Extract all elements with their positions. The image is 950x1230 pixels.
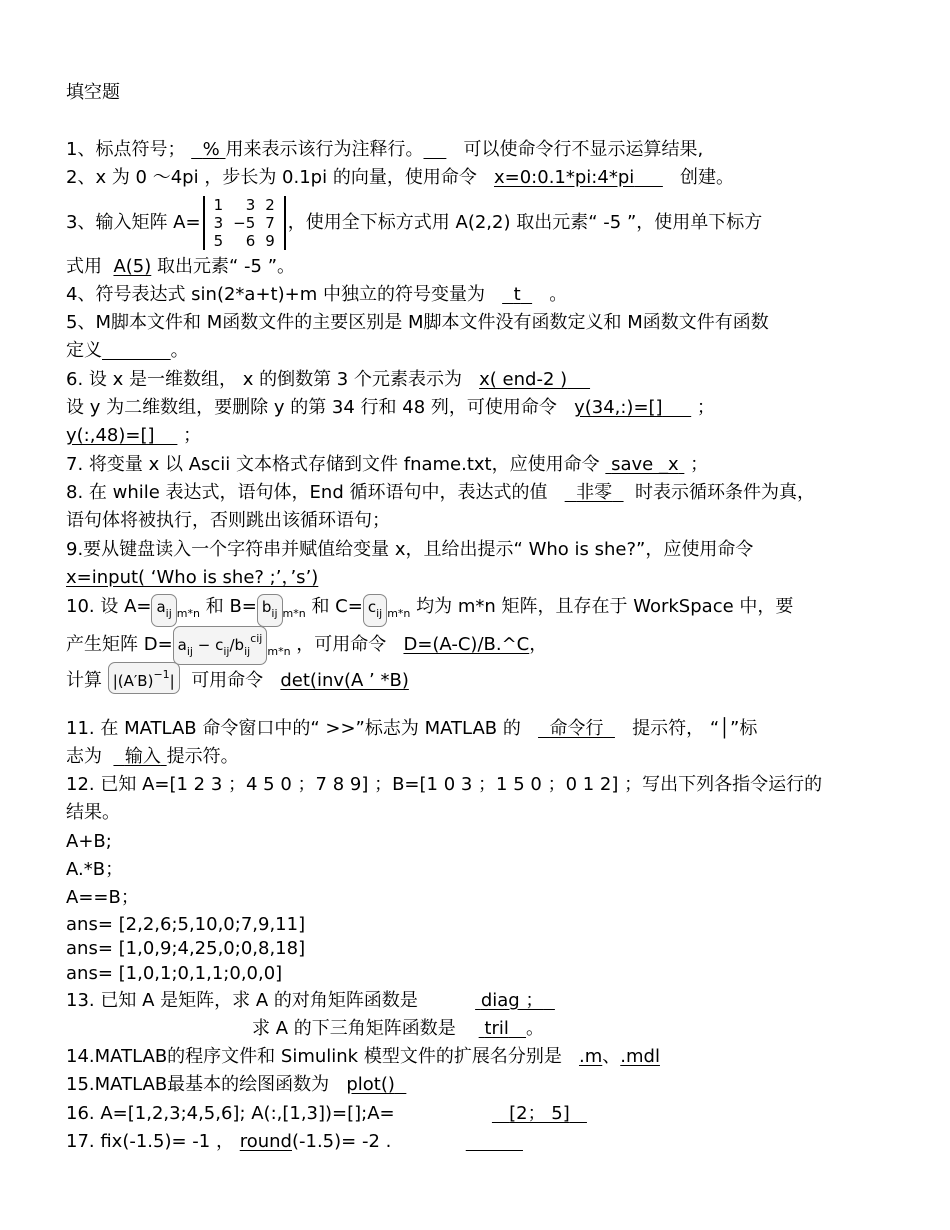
answer-6a: x( end-2 ) [479, 369, 568, 390]
question-3-line1: 3、输入矩阵 A=1 3 2 3 −5 7 5 6 9，使用全下标方式用 A(2,2) 取出元素“ -5 ”，使用单下标方 [66, 196, 763, 250]
question-16: 16. A=[1,2,3;4,5,6]; A(:,[1,3])=[];A= [2； 5] [66, 1102, 587, 1126]
question-4: 4、符号表达式 sin(2*a+t)+m 中独立的符号变量为 t 。 [66, 284, 568, 305]
question-9-line2 [66, 566, 318, 590]
matrix-b-ij: $b_{ij}$ [257, 594, 283, 627]
heading: 填空题 [66, 82, 120, 103]
answer-6c: y(:,48)=[] [66, 425, 155, 446]
question-6-line1: 6. 设 x 是一维数组， x 的倒数第 3 个元素表示为 x( end-2 ) [66, 369, 568, 390]
answer-3: A(5) [113, 256, 152, 277]
answer-8: 非零 [576, 482, 613, 503]
question-5-line1: 5、M脚本文件和 M函数文件的主要区别是 M脚本文件没有函数定义和 M函数文件有函数 [66, 312, 769, 333]
determinant-expression: $|(A'B)^{-1}|$ [108, 662, 180, 694]
answer-5 [102, 340, 171, 361]
command-3: A==B； [66, 887, 139, 908]
question-3-line2: 式用 A(5) 取出元素“ -5 ”。 [66, 256, 296, 277]
question-11-line2: 志为 输入 提示符。 [66, 746, 239, 767]
question-2: 2、x 为 0 ～4pi ，步长为 0.1pi 的向量，使用命令 x=0:0.1*pi:4*pi 创建。 [66, 167, 735, 188]
answer-15: plot() [346, 1074, 395, 1095]
answer-9: x=input( ‘Who is she? ;’，’s’) [66, 567, 319, 588]
question-8-line2: 语句体将被执行，否则跳出该循环语句； [66, 510, 390, 531]
answer-10a: D=(A-C)/B.^C [403, 634, 530, 655]
command-1: A+B; [66, 831, 112, 852]
answer-13b: tril [484, 1018, 509, 1039]
matrix-a-ij: $a_{ij}$ [151, 594, 176, 627]
question-13-line1: 13. 已知 A 是矩阵，求 A 的对角矩阵函数是 diag ； [66, 989, 555, 1013]
answer-6b: y(34,:)=[] [574, 397, 663, 418]
answer-17: round [239, 1131, 292, 1152]
answer-7: save _x [611, 454, 679, 475]
answer-14b: .mdl [620, 1046, 660, 1067]
question-14: 14.MATLAB的程序文件和 Simulink 模型文件的扩展名分别是 .m、.mdl [66, 1046, 660, 1067]
answer-10b: det(inv(A ’ *B) [280, 670, 409, 691]
answer-11a: 命令行 [549, 718, 604, 739]
answer-1: % [202, 139, 220, 160]
question-6-line3: y(:,48)=[] ； [66, 425, 202, 446]
command-2: A.*B； [66, 859, 124, 880]
question-1: 1、标点符号； % 用来表示该行为注释行。 可以使命令行不显示运算结果, [66, 139, 704, 160]
question-10-line3: 计算 $|(A'B)^{-1}|$ 可用命令 det(inv(A ’ *B) [66, 662, 409, 694]
matrix-c-ij: $c_{ij}$ [363, 594, 387, 627]
question-13-line2: 求 A 的下三角矩阵函数是 tril 。 [252, 1018, 545, 1039]
question-6-line2: 设 y 为二维数组，要删除 y 的第 34 行和 48 列，可使用命令 y(34,:)=[] ； [66, 397, 715, 418]
question-5-line2: 定义 。 [66, 340, 189, 361]
matrix-d-expression: $a_{ij} - c_{ij}/b_{ij}^{cij}$ [173, 626, 268, 665]
question-15: 15.MATLAB最基本的绘图函数为 plot() [66, 1073, 406, 1097]
question-10-line1: 10. 设 $A= a_{ij}$ $_{m*n}$ 和 $B= b_{ij}$ $_{m*n}$ 和 $C= c_{ij}$ $_{m*n}$ 均为 m*n 矩阵，且存在于 WorkSpace 中，要 [66, 594, 793, 627]
answer-16: [2； 5] [509, 1103, 570, 1124]
question-10-line2: 产生矩阵 $D= a_{ij} - c_{ij}/b_{ij}^{cij}_{m*n}$ ，可用命令 D=(A-C)/B.^C， [66, 626, 547, 665]
question-12-line2: 结果。 [66, 802, 120, 823]
answer-14a: .m [579, 1046, 603, 1067]
answer-11b: 输入 [124, 746, 161, 767]
result-2: ans= [1,0,9;4,25,0;0,8,18] [66, 938, 306, 959]
question-12-line1: 12. 已知 A=[1 2 3 ；4 5 0 ；7 8 9] ；B=[1 0 3 ；1 5 0 ；0 1 2] ；写出下列各指令运行的 [66, 774, 823, 795]
matrix-A: 1 3 2 3 −5 7 5 6 9 [203, 196, 286, 250]
result-3: ans= [1,0,1;0,1,1;0,0,0] [66, 963, 283, 984]
question-8-line1: 8. 在 while 表达式，语句体，End 循环语句中，表达式的值 非零 时表示循环条件为真， [66, 482, 816, 503]
question-11-line1: 11. 在 MATLAB 命令窗口中的“ >>”标志为 MATLAB 的 命令行 提示符， “│”标 [66, 718, 758, 739]
question-7: 7. 将变量 x 以 Ascii 文本格式存储到文件 fname.txt，应使用命令 save _x ； [66, 454, 709, 475]
answer-13a: diag ； [480, 990, 544, 1011]
question-17: 17. fix(-1.5)= -1 ， round(-1.5)= -2 . [66, 1131, 392, 1152]
result-1: ans= [2,2,6;5,10,0;7,9,11] [66, 914, 306, 935]
question-9-line1: 9.要从键盘读入一个字符串并赋值给变量 x，且给出提示“ Who is she?”，应使用命令 [66, 539, 754, 560]
answer-4: t [513, 284, 521, 305]
answer-2: x=0:0.1*pi:4*pi [494, 167, 635, 188]
